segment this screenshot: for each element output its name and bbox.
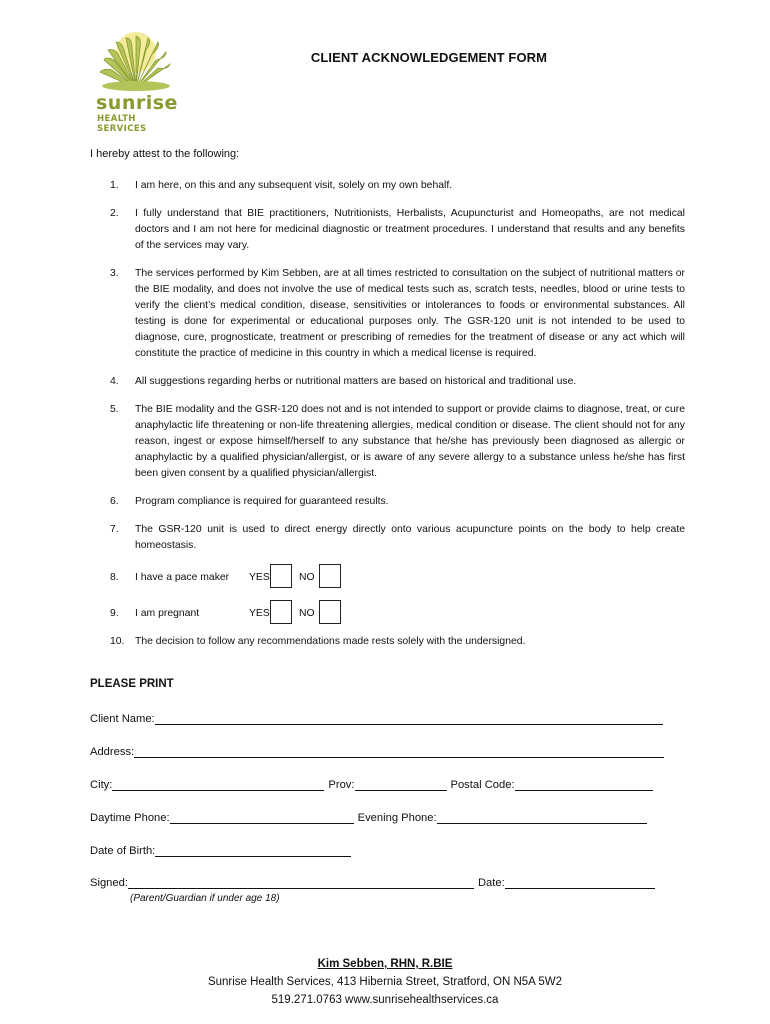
pregnant-question	[110, 600, 685, 628]
item-number: 4.	[110, 376, 119, 387]
footer-contact: 519.271.0763 www.sunrisehealthservices.ca	[271, 994, 499, 1006]
item-text: Program compliance is required for guaranteed results.	[135, 496, 389, 507]
question-label: I am pregnant	[135, 608, 200, 619]
intro-text: I hereby attest to the following:	[90, 148, 240, 160]
item-number: 10.	[110, 636, 125, 647]
prov-input[interactable]	[355, 778, 447, 791]
item-text: I am here, on this and any subsequent visit, solely on my own behalf.	[135, 180, 453, 191]
pregnant-no-checkbox[interactable]	[319, 600, 341, 624]
list-item	[110, 522, 685, 554]
guardian-note: (Parent/Guardian if under age 18)	[130, 893, 280, 904]
city-label: City:	[90, 779, 113, 791]
pregnant-yes-checkbox[interactable]	[270, 600, 292, 624]
footer-address: Sunrise Health Services, 413 Hibernia Street, Stratford, ON N5A 5W2	[207, 976, 563, 988]
sunflower-icon	[88, 30, 184, 100]
sunrise-logo	[88, 30, 184, 134]
pacemaker-no-checkbox[interactable]	[319, 564, 341, 588]
signature-row	[90, 876, 659, 889]
item-number: 2.	[110, 208, 119, 219]
yes-label: YES	[249, 608, 270, 619]
pacemaker-yes-checkbox[interactable]	[270, 564, 292, 588]
signed-label: Signed:	[90, 877, 128, 889]
please-print-heading: PLEASE PRINT	[90, 678, 174, 690]
evening-phone-label: Evening Phone:	[357, 812, 437, 824]
dob-field	[90, 844, 355, 857]
signature-input[interactable]	[128, 876, 474, 889]
address-label: Address:	[90, 746, 135, 758]
item-text: The BIE modality and the GSR-120 does not and is not intended to support or provide claims to diagnose, treat, or cure anaphylactic life threatening or non-life threatening allergies, medical condition or disease. The client should not for any reason, ingest or expose himself/herself to any substance that he/she has previously been diagnosed as allergic or anaphylactic by a qualified physician/allergist, or is aware of any severe allergy to a substance unless he/she has first been given consent by a qualified physician/allergist.	[135, 404, 685, 479]
address-input[interactable]	[134, 745, 664, 758]
footer-name: Kim Sebben, RHN, R.BIE	[317, 958, 453, 970]
footer	[0, 955, 770, 1009]
list-item	[110, 206, 685, 254]
yes-label: YES	[249, 572, 270, 583]
postal-code-input[interactable]	[515, 778, 653, 791]
daytime-phone-input[interactable]	[170, 811, 354, 824]
question-label: I have a pace maker	[135, 572, 230, 583]
logo-wordmark: sunrise	[96, 92, 178, 114]
dob-label: Date of Birth:	[90, 845, 156, 857]
postal-code-label: Postal Code:	[450, 779, 515, 791]
pacemaker-question	[110, 564, 685, 592]
item-text: The GSR-120 unit is used to direct energy directly onto various acupuncture points on the body to help create homeostasis.	[135, 524, 685, 551]
item-number: 6.	[110, 496, 119, 507]
address-field	[90, 745, 668, 758]
item-number: 5.	[110, 404, 119, 415]
item-number: 8.	[110, 572, 119, 583]
no-label: NO	[299, 572, 315, 583]
date-input[interactable]	[505, 876, 655, 889]
no-label: NO	[299, 608, 315, 619]
client-name-field	[90, 712, 667, 725]
list-item	[110, 374, 685, 390]
evening-phone-input[interactable]	[437, 811, 647, 824]
list-item	[110, 494, 685, 510]
form-title: CLIENT ACKNOWLEDGEMENT FORM	[310, 50, 548, 65]
item-number: 9.	[110, 608, 119, 619]
item-number: 7.	[110, 524, 119, 535]
city-row	[90, 778, 657, 791]
city-input[interactable]	[112, 778, 324, 791]
item-number: 1.	[110, 180, 119, 191]
date-label: Date:	[477, 877, 505, 889]
list-item	[110, 402, 685, 482]
list-item	[110, 178, 685, 194]
phone-row	[90, 811, 651, 824]
item-text: All suggestions regarding herbs or nutritional matters are based on historical and traditional use.	[135, 376, 577, 387]
item-text: I fully understand that BIE practitioners, Nutritionists, Herbalists, Acupuncturist and Homeopaths, are not medical doctors and I am not here for medicinal diagnostic or treatment procedures. I understand that results and any benefits of the services may vary.	[135, 208, 685, 251]
list-item	[110, 634, 685, 650]
item-number: 3.	[110, 268, 119, 279]
item-text: The services performed by Kim Sebben, are at all times restricted to consultation on the subject of nutritional matters or the BIE modality, and does not involve the use of medical tests such as, scratch tests, needles, blood or urine tests to verify the client’s medical condition, disease, sensitivities or intolerances to foods or environmental substances. All testing is done for experimental or educational purposes only. The GSR-120 unit is not intended to be used to diagnose, cure, prognosticate, treatment or prescribing of remedies for the treatment of disease or any act which will constitute the practice of medicine in this country in which a medical license is required.	[135, 268, 685, 359]
item-text: The decision to follow any recommendations made rests solely with the undersigned.	[135, 636, 526, 647]
logo-subtitle: HEALTH SERVICES	[97, 114, 147, 134]
daytime-phone-label: Daytime Phone:	[90, 812, 170, 824]
prov-label: Prov:	[328, 779, 355, 791]
dob-input[interactable]	[155, 844, 351, 857]
list-item	[110, 266, 685, 362]
client-name-label: Client Name:	[90, 713, 155, 725]
attestation-list	[110, 178, 685, 650]
client-name-input[interactable]	[155, 712, 663, 725]
